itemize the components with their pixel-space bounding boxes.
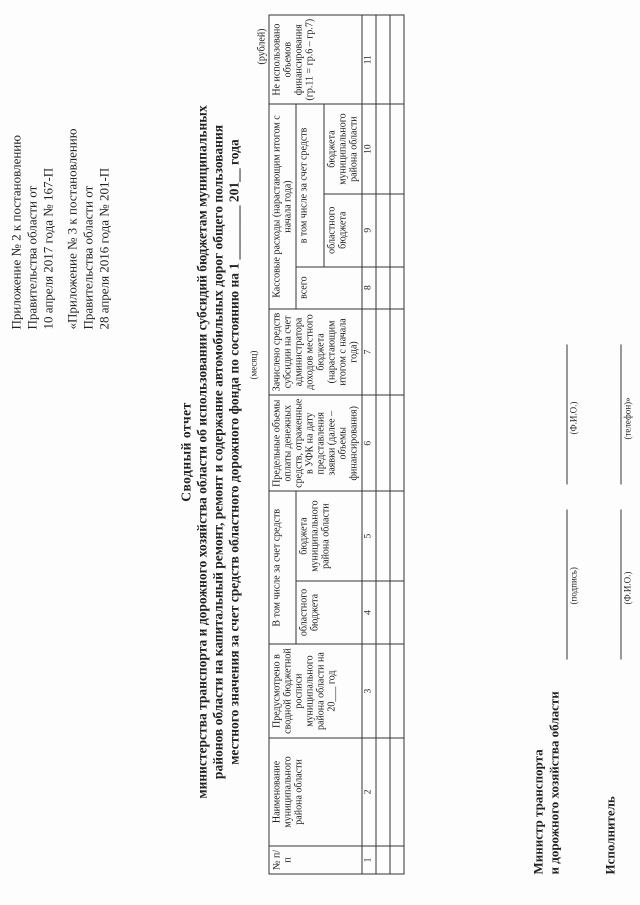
header-credited: Зачислено средств субсидии на счет администратора доходов местного бюджета (нарастающим итогом с начала года): [269, 309, 362, 395]
title-line: районов области на капитальный ремонт, ремонт и содержание автомобильных дорог общего пользования: [210, 124, 226, 780]
header-sources-group: В том числе за счет средств: [269, 491, 296, 644]
header-limits: Предельные объемы оплаты денежных средств, отраженные в УФК на дату представления заявки (далее – объемы финансирования): [269, 395, 362, 491]
header-cash-municipal: бюджета муниципального района области: [324, 104, 362, 194]
minister-line: и дорожного хозяйства области: [546, 691, 562, 875]
appendix-block: [9, 129, 113, 330]
phone-line: [621, 345, 622, 485]
header-cash-regional: областного бюджета: [324, 194, 362, 267]
header-number: № п/п: [269, 846, 362, 874]
table-row: [390, 15, 404, 874]
fio-line: [567, 345, 568, 485]
column-number: 4: [362, 581, 376, 644]
column-number: 11: [362, 15, 376, 104]
column-number: 1: [362, 846, 376, 874]
column-number: 2: [362, 738, 376, 846]
column-number: 10: [362, 104, 376, 194]
header-regional: областного бюджета: [296, 581, 362, 644]
header-cash-group: Кассовые расходы (нарастающим итогом с начала года): [269, 104, 296, 308]
column-number: 3: [362, 644, 376, 738]
header-total: всего: [296, 267, 362, 309]
title-line: Сводный отчет: [178, 402, 194, 502]
appendix-line: 28 апреля 2016 года № 201-П: [96, 167, 112, 330]
header-district: Наименование муниципального района области: [269, 738, 362, 846]
report-table: [269, 15, 405, 875]
appendix-line: Правительства области от: [80, 185, 96, 330]
column-number-row: [362, 15, 376, 874]
column-number: 6: [362, 395, 376, 491]
column-number: 8: [362, 267, 376, 309]
signature-line: [567, 510, 568, 660]
table-row: [376, 15, 390, 874]
column-number: 5: [362, 491, 376, 581]
appendix-line: «Приложение № 3 к постановлению: [64, 128, 80, 330]
rotated-sheet: [1, 0, 640, 905]
appendix-line: Правительства области от: [24, 185, 40, 330]
column-number: 7: [362, 309, 376, 395]
title-line: министерства транспорта и дорожного хозяйства области об использовании субсидий бюджетам муниципальных: [194, 105, 210, 799]
fio-hint: (Ф.И.О.): [568, 401, 579, 435]
appendix-line: 10 апреля 2017 года № 167-П: [40, 167, 56, 330]
header-planned: Предусмотрено в сводной бюджетной росписи муниципального района области на 20___ год: [269, 644, 362, 738]
header-municipal: бюджета муниципального района области: [296, 491, 362, 581]
month-hint: (месяц): [248, 350, 259, 380]
minister-line: Министр транспорта: [530, 749, 546, 875]
report-title: [179, 0, 243, 905]
title-line: местного значения за счет средств областного дорожного фонда по состоянию на 1 ________ 201__ года: [226, 139, 242, 765]
column-number: 9: [362, 194, 376, 267]
header-unused: Не использовано объемов финансирования (гр.11 = гр.6 – гр.7): [269, 15, 362, 104]
units-label: (рублей): [256, 28, 268, 65]
executor-fio-hint: (Ф.И.О.): [622, 571, 633, 605]
executor-label: Исполнитель: [602, 796, 618, 875]
signature-hint: (подпись): [568, 567, 579, 605]
header-cash-sources: в том числе за счет средств: [296, 104, 324, 266]
appendix-line: Приложение № 2 к постановлению: [8, 135, 24, 330]
minister-title: [531, 691, 563, 874]
executor-fio-line: [621, 510, 622, 660]
phone-hint: (телефон)»: [622, 397, 633, 440]
